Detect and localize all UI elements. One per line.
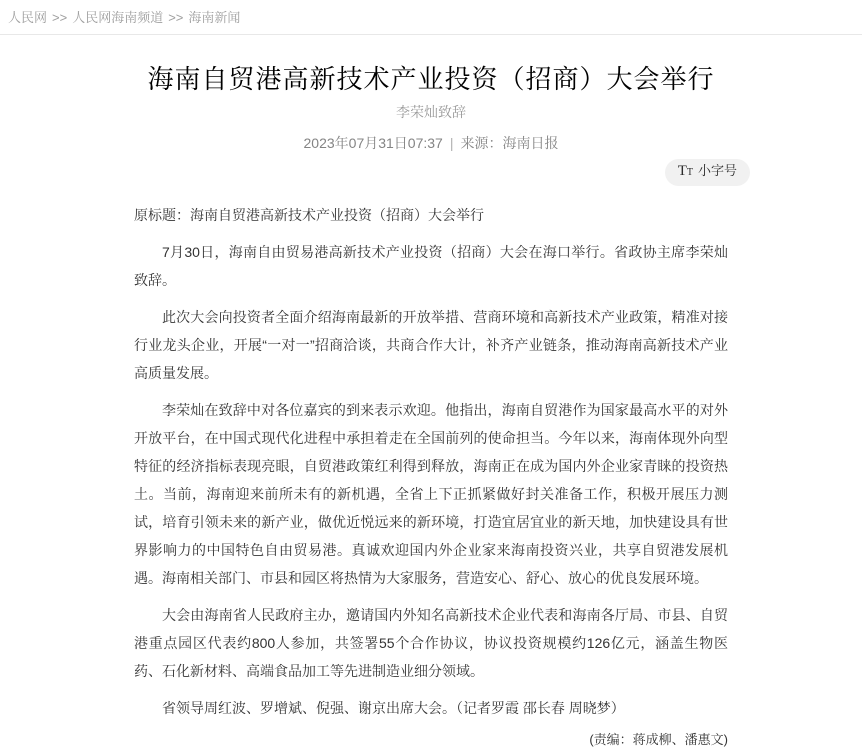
- article-paragraph: 此次大会向投资者全面介绍海南最新的开放举措、营商环境和高新技术产业政策，精准对接行业龙头企业，开展“一对一”招商洽谈，共商合作大计，补齐产业链条，推动海南高新技术产业高质量发展。: [134, 309, 728, 381]
- article-meta: [134, 134, 728, 153]
- font-size-icon-small: T: [686, 167, 693, 178]
- font-size-button-label: 小字号: [697, 163, 737, 178]
- page-title: 海南自贸港高新技术产业投资（招商）大会举行: [147, 64, 715, 94]
- breadcrumb-separator: >>: [52, 10, 68, 25]
- header-divider: [0, 34, 862, 35]
- font-size-icon: T: [677, 163, 687, 179]
- article-paragraph: 李荣灿在致辞中对各位嘉宾的到来表示欢迎。他指出，海南自贸港作为国家最高水平的对外开放平台，在中国式现代化进程中承担着走在全国前列的使命担当。今年以来，海南体现外向型特征的经济指标表现亮眼，自贸港政策红利得到释放，海南正在成为国内外企业家青睐的投资热土。当前，海南迎来前所未有的新机遇，全省上下正抓紧做好封关准备工作，积极开展压力测试，培育引领未来的新产业，做优近悦远来的新环境，打造宜居宜业的新天地，加快建设具有世界影响力的中国特色自由贸易港。真诚欢迎国内外企业家来海南投资兴业，共享自贸港发展机遇。海南相关部门、市县和园区将热情为大家服务，营造安心、舒心、放心的优良发展环境。: [134, 402, 728, 586]
- breadcrumb-link-hainan-news[interactable]: 海南新闻: [188, 10, 241, 25]
- font-size-button[interactable]: [665, 159, 750, 186]
- meta-separator: |: [449, 135, 454, 151]
- article-content: [134, 62, 737, 749]
- breadcrumb-link-hainan-channel[interactable]: 人民网海南频道: [72, 10, 164, 25]
- breadcrumb-link-people-net[interactable]: 人民网: [8, 10, 48, 25]
- source-link[interactable]: 海南日报: [502, 135, 559, 151]
- breadcrumb: [0, 0, 862, 25]
- article-paragraph: 大会由海南省人民政府主办，邀请国内外知名高新技术企业代表和海南各厅局、市县、自贸港重点园区代表约800人参加，共签署55个合作协议，协议投资规模约126亿元，涵盖生物医药、石化新材料、高端食品加工等先进制造业细分领域。: [134, 607, 728, 679]
- article-subtitle: 李荣灿致辞: [396, 104, 466, 120]
- publish-date: 2023年07月31日07:37: [303, 135, 443, 151]
- editors-line: (责编：蒋成柳、潘惠文): [589, 732, 728, 747]
- source-label: 来源：: [460, 135, 503, 151]
- article-body: [134, 201, 728, 722]
- article-paragraph: 省领导周红波、罗增斌、倪强、谢京出席大会。（记者罗霞 邵长春 周晓梦）: [162, 700, 625, 716]
- article-paragraph: 7月30日，海南自由贸易港高新技术产业投资（招商）大会在海口举行。省政协主席李荣灿致辞。: [134, 244, 728, 288]
- original-title-line: 原标题：海南自贸港高新技术产业投资（招商）大会举行: [134, 207, 484, 223]
- breadcrumb-separator: >>: [168, 10, 184, 25]
- font-size-toolbar: [134, 159, 750, 186]
